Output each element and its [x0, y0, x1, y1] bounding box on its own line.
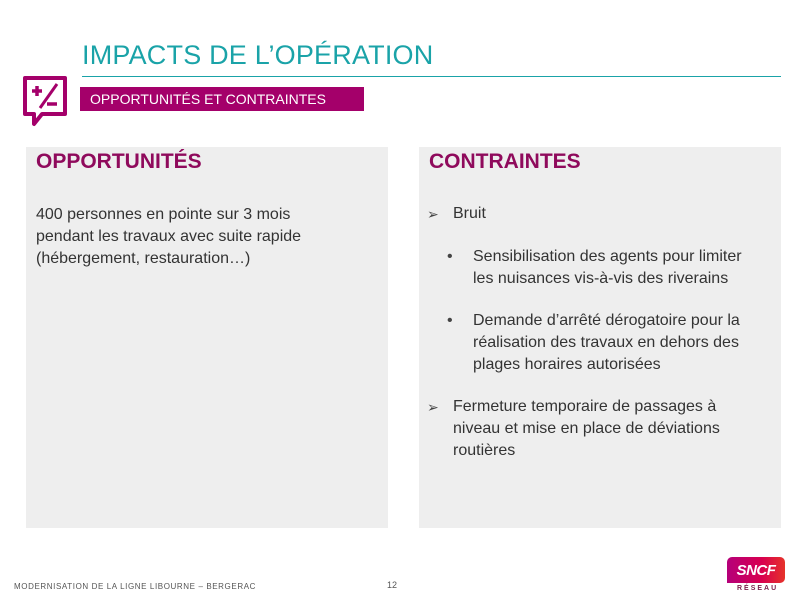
text-line: les nuisances vis-à-vis des riverains	[473, 270, 729, 287]
text-line: Fermeture temporaire de passages à	[453, 398, 717, 415]
text-line: Sensibilisation des agents pour limiter	[473, 248, 742, 265]
opportunites-line: (hébergement, restauration…)	[36, 250, 251, 267]
opportunites-line: 400 personnes en pointe sur 3 mois	[36, 206, 291, 223]
text-line: plages horaires autorisées	[473, 356, 661, 373]
section-subtitle: OPPORTUNITÉS ET CONTRAINTES	[90, 91, 326, 107]
contrainte-subitem	[419, 246, 781, 290]
text-line: réalisation des travaux en dehors des	[473, 334, 739, 351]
contraintes-heading: CONTRAINTES	[429, 150, 581, 173]
bullet-icon: •	[447, 248, 453, 265]
section-subtitle-bar	[80, 87, 364, 111]
contrainte-item-label: Bruit	[453, 205, 486, 222]
contrainte-item-bruit	[419, 203, 781, 225]
logo-text: SNCF	[736, 561, 776, 579]
slide-title: IMPACTS DE L’OPÉRATION	[82, 40, 434, 70]
contrainte-item-fermeture	[419, 396, 781, 462]
opportunites-text	[36, 204, 376, 270]
title-divider	[82, 76, 781, 77]
contrainte-item-label	[453, 396, 773, 462]
opportunites-heading: OPPORTUNITÉS	[36, 150, 202, 173]
text-line: niveau et mise en place de déviations	[453, 420, 720, 437]
opportunites-panel	[26, 147, 388, 528]
sncf-logo-box	[727, 557, 785, 583]
arrow-bullet-icon: ➢	[427, 206, 439, 222]
contraintes-panel	[419, 147, 781, 528]
contrainte-subitem	[419, 310, 781, 376]
text-line: Demande d’arrêté dérogatoire pour la	[473, 312, 740, 329]
plus-minus-speech-bubble-icon	[20, 72, 70, 130]
contrainte-subitem-text	[473, 246, 778, 290]
text-line: routières	[453, 442, 516, 459]
footer-project-title: MODERNISATION DE LA LIGNE LIBOURNE – BERGERAC	[14, 582, 257, 591]
arrow-bullet-icon: ➢	[427, 399, 439, 415]
bullet-icon: •	[447, 312, 453, 329]
contrainte-subitem-text	[473, 310, 778, 376]
opportunites-line: pendant les travaux avec suite rapide	[36, 228, 302, 245]
logo-subtitle: RÉSEAU	[737, 585, 779, 592]
sncf-reseau-logo	[727, 557, 785, 599]
page-number: 12	[387, 580, 398, 590]
